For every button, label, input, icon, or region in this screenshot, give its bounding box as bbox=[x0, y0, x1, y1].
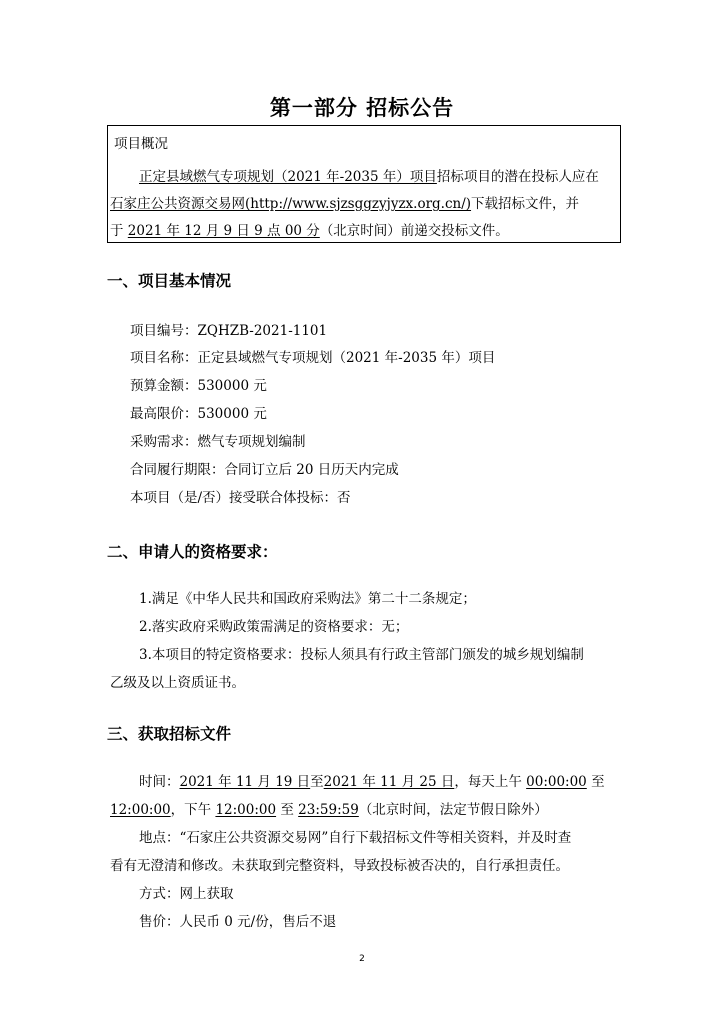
procurement-requirement: 采购需求：燃气专项规划编制 bbox=[130, 434, 306, 450]
am-end: 12:00:00 bbox=[110, 802, 171, 818]
budget-amount: 预算金额：530000 元 bbox=[130, 378, 267, 394]
bid-deadline: 2021 年 12 月 9 日 9 点 00 分 bbox=[127, 223, 320, 239]
consortium-bid: 本项目（是/否）接受联合体投标：否 bbox=[130, 490, 351, 506]
trading-site-name: 石家庄公共资源交易网 bbox=[110, 196, 245, 212]
project-name: 项目名称：正定县域燃气专项规划（2021 年-2035 年）项目 bbox=[130, 350, 496, 366]
overview-line-1: 正定县域燃气专项规划（2021 年-2035 年）项目招标项目的潜在投标人应在 bbox=[139, 169, 599, 185]
section2-heading: 二、申请人的资格要求： bbox=[107, 543, 278, 561]
acquisition-place: 地点：“石家庄公共资源交易网”自行下载招标文件等相关资料，并及时查 bbox=[139, 830, 572, 846]
qualification-3: 3.本项目的特定资格要求：投标人须具有行政主管部门颁发的城乡规划编制 bbox=[139, 647, 584, 663]
contract-period: 合同履行期限：合同订立后 20 日历天内完成 bbox=[130, 462, 399, 478]
start-date: 2021 年 11 月 19 日 bbox=[179, 774, 311, 790]
acquisition-time-line-2: 12:00:00，下午 12:00:00 至 23:59:59（北京时间，法定节假日除外） bbox=[110, 802, 548, 818]
am-start: 00:00:00 bbox=[526, 774, 587, 790]
overview-heading: 项目概况 bbox=[114, 136, 168, 152]
end-date: 2021 年 11 月 25 日 bbox=[323, 774, 455, 790]
trading-site-url[interactable]: (http://www.sjzsggzyjyzx.org.cn/) bbox=[245, 196, 472, 212]
acquisition-place-cont: 看有无澄清和修改。未获取到完整资料，导致投标被否决的，自行承担责任。 bbox=[110, 858, 569, 874]
sale-price: 售价：人民币 0 元/份，售后不退 bbox=[139, 914, 337, 930]
qualification-2: 2.落实政府采购政策需满足的资格要求：无； bbox=[139, 619, 409, 635]
overview-line-3: 于 2021 年 12 月 9 日 9 点 00 分（北京时间）前递交投标文件。 bbox=[110, 223, 509, 239]
acquisition-time-line-1: 时间：2021 年 11 月 19 日至2021 年 11 月 25 日，每天上午 00:00:00 至 bbox=[139, 774, 605, 790]
pm-end: 23:59:59 bbox=[298, 802, 359, 818]
qualification-3-cont: 乙级及以上资质证书。 bbox=[110, 675, 245, 691]
page-number: 2 bbox=[359, 954, 365, 964]
acquisition-method: 方式：网上获取 bbox=[139, 886, 234, 902]
qualification-1: 1.满足《中华人民共和国政府采购法》第二十二条规定； bbox=[139, 591, 476, 607]
pm-start: 12:00:00 bbox=[215, 802, 277, 818]
project-name-link: 正定县域燃气专项规划（2021 年-2035 年）项目 bbox=[139, 169, 437, 185]
project-number: 项目编号：ZQHZB-2021-1101 bbox=[130, 323, 328, 339]
section3-heading: 三、获取招标文件 bbox=[107, 725, 232, 743]
section1-heading: 一、项目基本情况 bbox=[107, 272, 232, 290]
page-title: 第一部分 招标公告 bbox=[269, 96, 455, 120]
overview-line-2: 石家庄公共资源交易网(http://www.sjzsggzyjyzx.org.cn/)下载招标文件，并 bbox=[110, 196, 580, 212]
max-price: 最高限价：530000 元 bbox=[130, 406, 267, 422]
